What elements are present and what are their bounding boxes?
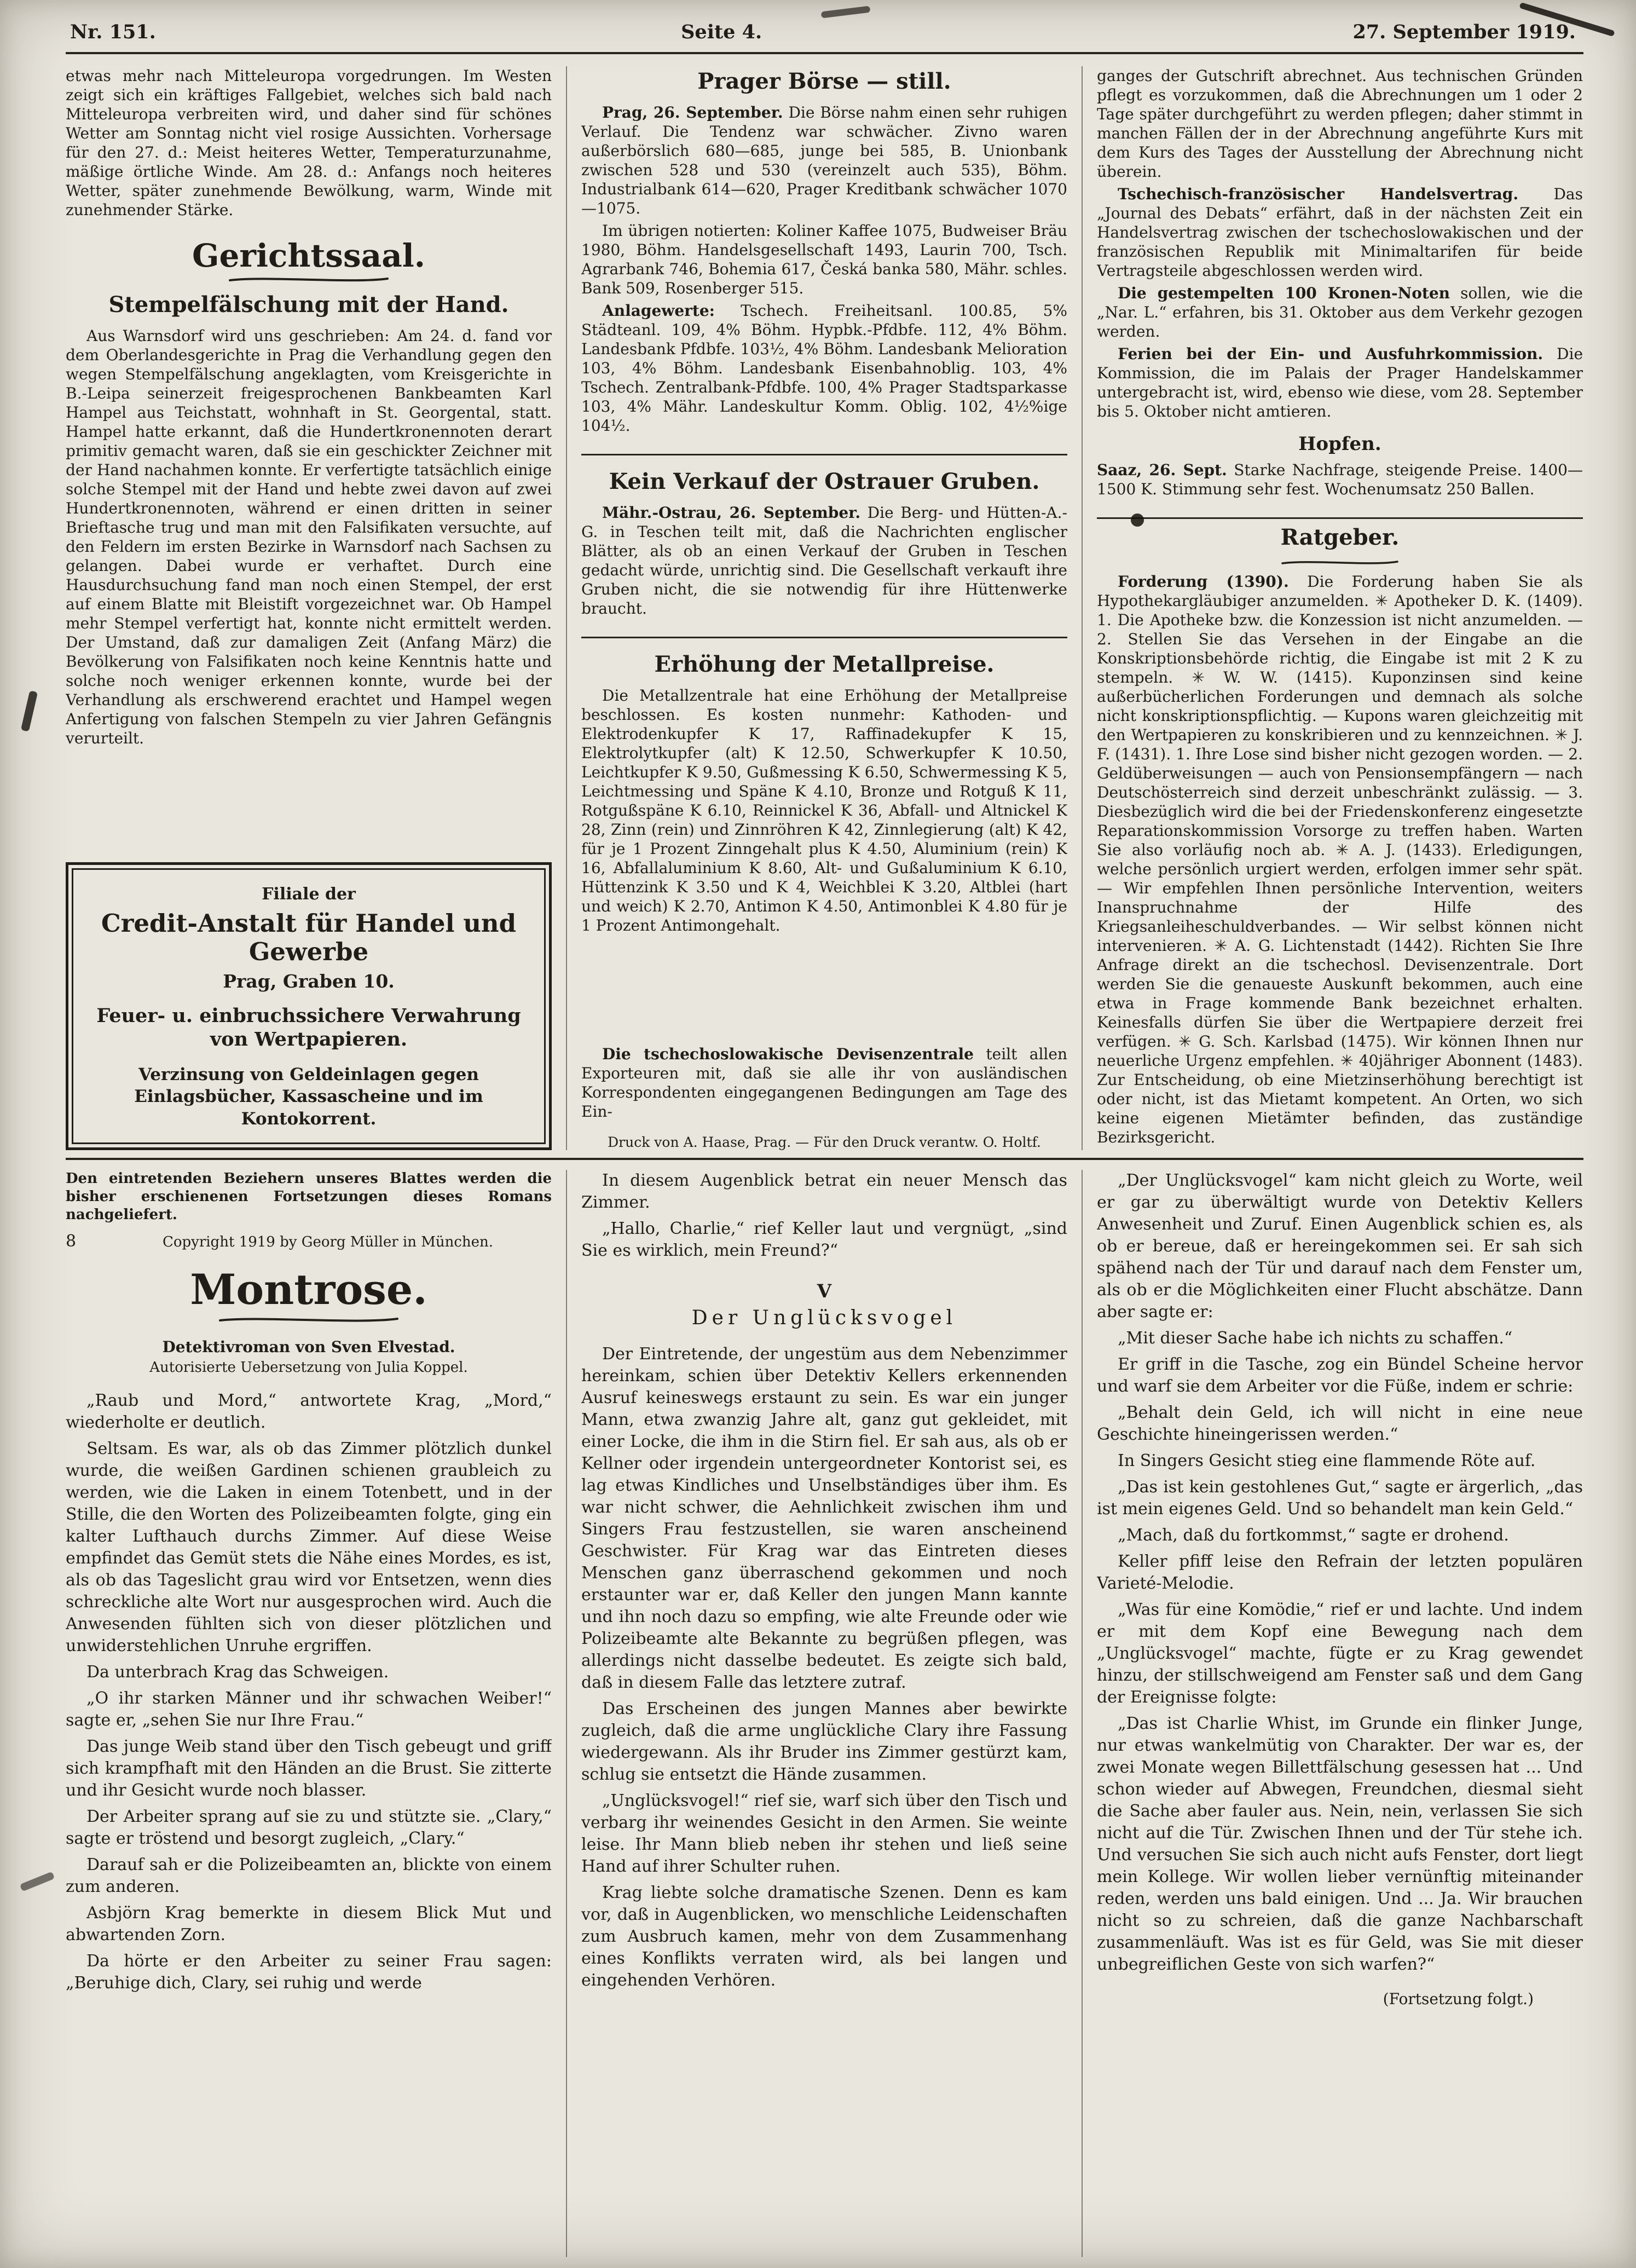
masthead xyxy=(66,15,1583,54)
banknotes-note xyxy=(1097,284,1583,341)
novel-paragraph: Da hörte er den Arbeiter zu seiner Frau sagen: „Beruhige dich, Clary, sei ruhig und werde xyxy=(66,1952,552,1993)
devisenzentrale-label: Die tschechoslowakische Devisenzentrale xyxy=(602,1045,974,1063)
hopfen-text: Starke Nachfrage, steigende Preise. 1400—1500 K. Stimmung sehr fest. Wochenumsatz 250 Ballen. xyxy=(1097,461,1583,498)
dateline: Saaz, 26. Sept. xyxy=(1097,461,1227,479)
novel-column-1 xyxy=(66,1170,552,2257)
novel-paragraph: „Hallo, Charlie,“ rief Keller laut und vergnügt, „sind Sie es wirklich, mein Freund?“ xyxy=(581,1219,1067,1260)
novel-paragraph: Asbjörn Krag bemerkte in diesem Blick Mut und abwartenden Zorn. xyxy=(66,1903,552,1944)
novel-text-column-3 xyxy=(1097,1170,1583,1980)
note-lead: Die gestempelten 100 Kronen-Noten xyxy=(1118,284,1450,302)
novel-column-3 xyxy=(1097,1170,1583,2257)
novel-paragraph: „Das ist Charlie Whist, im Grunde ein flinker Junge, nur etwas wankelmütig von Charakter. Der war es, der zwei Monate wegen Billettfälschung gesessen hat ... Und schon wieder auf Abwegen, Freundchen, diesmal sieht die Sache aber fauler aus. Nein, nein, verlassen Sie sich nicht auf die Tür. Zwischen Ihnen und der Tür stehe ich. Und versuchen Sie sich auch nicht aufs Fenster, dort liegt mein Kollege. Wir wollen lieber vernünftig miteinander reden, werden uns bald einigen. Und ... Ja. Wir brauchen nicht so zu schreien, daß die ganze Nachbarschaft zusammenläuft. Was ist es für Geld, was Sie mit dieser unbegreiflichen Geste von sich warfen?“ xyxy=(1097,1714,1583,1974)
devisen-text: teilt allen Exporteuren mit, daß sie alle ihr von ausländischen Korrespondenten eingegangenen Bedingungen am Tage des Ein- xyxy=(581,1045,1067,1121)
ratgeber-text: Die Forderung haben Sie als Hypothekargläubiger anzumelden. ✳ Apotheker D. K. (1409). 1. Die Apotheke bzw. die Konzession ist nicht anzumelden. — 2. Stellen Sie das Versehen in der Eingabe an die Konskriptionsbehörde richtig, die Eingabe ist mit 2 K zu stempeln. ✳ W. W. (1415). Kuponzinsen sind keine außerbücherlichen Forderungen und demnach als solche nicht konskriptionspflichtig. — Kupons waren gleichzeitig mit den Wertpapieren zu konskribieren und zu kennzeichnen. ✳ J. F. (1431). 1. Ihre Lose sind bisher nicht gezogen worden. — 2. Geldüberweisungen — auch von Pensionsempfängern — nach Deutschösterreich sind derzeit unbeschränkt zulässig. — 3. Diesbezüglich wird die bei der Friedenskonferenz eingesetzte Reparationskommission Vorsorge zu treffen haben. Warten Sie also vorläufig noch ab. ✳ A. J. (1433). Erledigungen, welche persönlich urgiert werden, erfolgen immer sehr spät. — Wir empfehlen Ihnen persönliche Intervention, weiters Inanspruchnahme der Hilfe des Kriegsanleiheschuldverbandes. — Wir selbst können nicht intervenieren. ✳ A. G. Lichtenstadt (1442). Richten Sie Ihre Anfrage direkt an die tschechosl. Devisenzentrale. Dort werden Sie die genaueste Auskunft bekommen, auch eine etwa in Frage kommende Bank bezeichnet erhalten. Keinesfalls dürfen Sie über die Wertpapiere derzeit frei verfügen. ✳ G. Sch. Karlsbad (1475). Wir können Ihnen nur neuerliche Urgenz empfehlen. ✳ 40jähriger Abonnent (1483). Zur Entscheidung, ob eine Mietzinserhöhung berechtigt ist oder nicht, ist das Mietamt kompetent. An Orten, wo sich keine eigenen Mietämter befinden, das zuständige Bezirksgericht. xyxy=(1097,573,1583,1146)
novel-paragraph: Seltsam. Es war, als ob das Zimmer plötzlich dunkel wurde, die weißen Gardinen schienen graubleich zu werden, wie die Laken in einem Totenbett, und in der Stille, die den Worten des Polizeibeamten folgte, ging ein kalter Lufthauch durchs Zimmer. Auf diese Weise empfindet das Gemüt stets die Nähe eines Mordes, es ist, als ob das Tageslicht grau wird vor Entsetzen, wenn dies schreckliche alte Wort nur ausgesprochen wird. Auch die Anwesenden fühlten sich von dieser plötzlichen und unwiderstehlichen Unruhe ergriffen. xyxy=(66,1439,552,1655)
column-divider xyxy=(1082,66,1083,1150)
gruben-body xyxy=(581,503,1067,618)
gruben-title: Kein Verkauf der Ostrauer Gruben. xyxy=(609,469,1040,494)
novel-paragraph: Darauf sah er die Polizeibeamten an, blickte von einem zum anderen. xyxy=(66,1855,552,1896)
court-report-article xyxy=(66,223,552,751)
boerse-paragraph: Im übrigen notierten: Koliner Kaffee 1075, Budweiser Bräu 1980, Böhm. Handelsgesellschaft 1493, Laurin 700, Tsch. Agrarbank 746, Bohemia 617, Česká banka 580, Mähr. schles. Bank 509, Rosenberger 515. xyxy=(581,222,1067,297)
feuilleton-section xyxy=(66,1158,1583,2257)
novel-text-column-2-intro xyxy=(581,1170,1067,1266)
novel-paragraph: „Raub und Mord,“ antwortete Krag, „Mord,“ wiederholte er deutlich. xyxy=(66,1391,552,1432)
flourish-underline xyxy=(66,1315,552,1325)
weather-article: etwas mehr nach Mitteleuropa vorgedrungen. Im Westen zeigt sich ein kräftiges Fallgebiet, welches sich bald nach Mitteleuropa verbreiten wird, und daher sind für schönes Wetter am Sonntag nicht viel rosige Aussichten. Vorhersage für den 27. d.: Meist heiteres Wetter, Temperaturzunahme, mäßige örtliche Winde. Am 28. d.: Anfangs noch heiteres Wetter, später zunehmende Bewölkung, warm, Winde mit zunehmender Stärke. xyxy=(66,67,552,219)
novel-paragraph: „Mit dieser Sache habe ich nichts zu schaffen.“ xyxy=(1118,1329,1513,1348)
ad-service-line: Feuer- u. einbruchssichere Verwahrung von Wertpapieren. xyxy=(96,1004,521,1051)
boerse-text: Die Börse nahm einen sehr ruhigen Verlauf. Die Tendenz war schwächer. Zivno waren außerbörslich 680—685, junge bei 585, B. Unionbank zwischen 528 und 530 (vereinzelt auch 535), Böhm. Industrialbank 614—620, Prager Kreditbank schwächer 1070—1075. xyxy=(581,103,1067,217)
ad-service-line-2: Verzinsung von Geldeinlagen gegen Einlagsbücher, Kassascheine und im Kontokorrent. xyxy=(134,1065,483,1129)
commission-holiday-note xyxy=(1097,344,1583,421)
ratgeber-lead: Forderung (1390). xyxy=(1118,573,1289,591)
installment-number: 8 xyxy=(66,1232,77,1251)
novel-paragraph: Krag liebte solche dramatische Szenen. Denn es kam vor, daß in Augenblicken, wo menschliche Leidenschaften zum Ausbruch kamen, mehr von dem Zusammenhang eines Konflikts verraten wird, als bei langen und eingehenden Verhören. xyxy=(581,1883,1067,1990)
top-section xyxy=(66,66,1583,1150)
column-divider xyxy=(566,66,567,1150)
currency-office-note xyxy=(581,1044,1067,1121)
novel-paragraph: In diesem Augenblick betrat ein neuer Mensch das Zimmer. xyxy=(581,1171,1067,1212)
novel-paragraph: „O ihr starken Männer und ihr schwachen Weiber!“ sagte er, „sehen Sie nur Ihre Frau.“ xyxy=(66,1689,552,1730)
copyright-line: Copyright 1919 by Georg Müller in München. xyxy=(162,1234,494,1250)
flourish-underline xyxy=(1097,559,1583,567)
novel-column-2 xyxy=(581,1170,1067,2257)
column-2 xyxy=(581,66,1067,1150)
issue-number: Nr. 151. xyxy=(70,21,156,43)
novel-notice: Den eintretenden Beziehern unseres Blattes werden die bisher erschienenen Fortsetzungen dieses Romans nachgeliefert. xyxy=(66,1170,552,1223)
continuation-notice: (Fortsetzung folgt.) xyxy=(1383,1990,1534,2008)
note-text: sollen, wie die „Nar. L.“ erfahren, bis 31. Oktober aus dem Verkehr gezogen werden. xyxy=(1097,284,1583,341)
metal-prices-article xyxy=(581,637,1067,938)
novel-paragraph: Er griff in die Tasche, zog ein Bündel Scheine hervor und warf sie dem Arbeiter vor die Füße, indem er schrie: xyxy=(1097,1355,1583,1396)
column-divider xyxy=(1082,1170,1083,2257)
ad-line-filiale: Filiale der xyxy=(262,885,356,904)
scan-artifact xyxy=(1131,513,1144,527)
novel-paragraph: „Was für eine Komödie,“ rief er und lachte. Und indem er mit dem Kopf eine Bewegung nach dem „Unglücksvogel“ machte, fügte er zu Krag gewendet hinzu, der stillschweigend am Fenster saß und dem Gang der Ereignisse folgte: xyxy=(1097,1600,1583,1707)
novel-paragraph: In Singers Gesicht stieg eine flammende Röte auf. xyxy=(1118,1451,1536,1470)
dateline: Prag, 26. September. xyxy=(602,103,783,122)
trade-agreement-note xyxy=(1097,184,1583,280)
gruben-text: Die Berg- und Hütten-A.-G. in Teschen teilt mit, daß die Nachrichten englischer Blätter, als ob an einen Verkauf der Gruben in Teschen gedacht würde, unrichtig sind. Die Gesellschaft verkauft ihre Gruben nicht, die sie notwendig für ihre Hüttenwerke braucht. xyxy=(581,504,1067,618)
novel-paragraph: „Mach, daß du fortkommst,“ sagte er drohend. xyxy=(1118,1526,1509,1545)
novel-columns xyxy=(66,1170,1583,2257)
advice-column xyxy=(1097,517,1583,1150)
novel-paragraph: „Unglücksvogel!“ rief sie, warf sich über den Tisch und verbarg ihr weinendes Gesicht in den Armen. Sie weinte leise. Ihr Mann blieb neben ihr stehen und ließ seine Hand auf ihrer Schulter ruhen. xyxy=(581,1791,1067,1876)
note-lead: Ferien bei der Ein- und Ausfuhrkommission. xyxy=(1118,345,1543,363)
hopfen-title: Hopfen. xyxy=(1298,433,1381,455)
issue-date: 27. September 1919. xyxy=(1352,21,1576,43)
column-1 xyxy=(66,66,552,1150)
novel-paragraph: „Das ist kein gestohlenes Gut,“ sagte er ärgerlich, „das ist mein eigenes Geld. Und so behandelt man kein Geld.“ xyxy=(1097,1478,1583,1519)
scan-artifact xyxy=(20,1872,55,1892)
stock-exchange-article xyxy=(581,66,1067,438)
metall-body: Die Metallzentrale hat eine Erhöhung der Metallpreise beschlossen. Es kosten nunmehr: Kathoden- und Elektrodenkupfer K 17, Raffinadekupfer K 15, Elektrolytkupfer (alt) K 12.50, Schwerkupfer K 10.50, Leichtkupfer K 9.50, Gußmessing K 6.50, Schwermessing K 5, Leichtmessing und Späne K 4.10, Bronze und Rotguß K 11, Rotgußspäne K 6.10, Reinnickel K 36, Abfall- und Altnickel K 28, Zinn (rein) und Zinnröhren K 42, Zinnlegierung (alt) K 42, für je 1 Prozent Zinngehalt plus K 4.50, Aluminium (rein) K 16, Abfallaluminium K 8.60, Alt- und Gußaluminium K 6.10, Hüttenzink K 3.50 und K 4, Weichblei K 3.20, Altblei (hart und weich) K 2.70, Antimon K 4.50, Antimonblei K 4.80 für je 1 Prozent Antimongehalt. xyxy=(581,686,1067,934)
installment-marker-row xyxy=(66,1232,552,1251)
court-section-title: Gerichtssaal. xyxy=(192,237,425,274)
novel-text-column-2 xyxy=(581,1343,1067,1996)
boerse-title: Prager Börse — still. xyxy=(697,68,951,94)
anlagewerte-label: Anlagewerte: xyxy=(602,302,715,320)
note-lead: Tschechisch-französischer Handelsvertrag. xyxy=(1118,185,1519,203)
metall-title: Erhöhung der Metallpreise. xyxy=(654,651,995,677)
court-article-body: Aus Warnsdorf wird uns geschrieben: Am 24. d. fand vor dem Oberlandesgerichte in Prag die Verhandlung gegen den wegen Stempelfälschung angeklagten, vom Kreisgerichte in B.-Leipa seinerzeit freigesprochenen Bankbeamten Karl Hampel aus Teichstatt, wohnhaft in St. Georgental, statt. Hampel hatte erkannt, daß die Hundertkronennoten derart primitiv gemacht waren, daß sie ein geschickter Zeichner mit der Hand nachahmen konnte. Er verfertigte tatsächlich einige solche Stempel mit der Hand und hebte zwei davon auf zwei Hundertkronennoten, während er einen dritten in seiner Brieftasche trug und man mit den Falsifikaten versuchte, auf den Feldern im ersten Bezirke in Warnsdorf nach Sachsen zu gelangen. Dabei wurde er verhaftet. Durch eine Hausdurchsuchung fand man noch einen Stempel, der erst auf einem Blatte mit Bleistift vorgezeichnet war. Ob Hampel mehr Stempel verfertigt hat, konnte nicht ermittelt werden. Der Umstand, daß zur damaligen Zeit (Anfang März) die Bevölkerung von Falsifikaten noch keine Kenntnis hatte und solche noch weniger erkennen konnte, wurde bei der Verhandlung als erschwerend erachtet und Hampel wegen Anfertigung von falschen Stempeln zu vier Jahren Gefängnis verurteilt. xyxy=(66,327,552,747)
hops-market-note xyxy=(1097,424,1583,502)
novel-title: Montrose. xyxy=(190,1265,427,1314)
novel-paragraph: Das Erscheinen des jungen Mannes aber bewirkte zugleich, daß die arme unglückliche Clary ihre Fassung wiedergewann. Als ihr Bruder ins Zimmer gestürzt kam, schlug sie entsetzt die Hände zusammen. xyxy=(581,1699,1067,1784)
boerse-paragraph xyxy=(581,103,1067,218)
imprint-line: Druck von A. Haase, Prag. — Für den Druck verantw. O. Holtf. xyxy=(608,1134,1041,1150)
novel-paragraph: „Behalt dein Geld, ich will nicht in eine neue Geschichte hineingerissen werden.“ xyxy=(1097,1403,1583,1444)
chapter-title: Der Unglücksvogel xyxy=(691,1307,957,1329)
novel-paragraph: Das junge Weib stand über den Tisch gebeugt und griff sich krampfhaft mit den Händen an die Brust. Sie zitterte und ihr Gesicht wurde noch blasser. xyxy=(66,1737,552,1800)
note-text: Das „Journal des Debats“ erfährt, daß in der nächsten Zeit ein Handelsvertrag zwischen der tschechoslowakischen und der französischen Republik mit Minimaltarifen für beide Vertragsteile abgeschlossen werden wird. xyxy=(1097,185,1583,280)
scan-artifact xyxy=(21,690,38,731)
ad-address: Prag, Graben 10. xyxy=(223,970,395,992)
novel-paragraph: Keller pfiff leise den Refrain der letzten populären Varieté-Melodie. xyxy=(1097,1552,1583,1593)
hopfen-body xyxy=(1097,460,1583,499)
page-number: Seite 4. xyxy=(681,21,762,43)
dateline: Mähr.-Ostrau, 26. September. xyxy=(602,504,861,522)
mines-article xyxy=(581,454,1067,621)
column-3 xyxy=(1097,66,1583,1150)
novel-byline: Detektivroman von Sven Elvestad. xyxy=(162,1338,455,1356)
flourish-underline xyxy=(66,275,552,284)
court-article-title: Stempelfälschung mit der Hand. xyxy=(108,292,509,318)
ratgeber-title: Ratgeber. xyxy=(1280,524,1400,550)
ratgeber-body xyxy=(1097,572,1583,1147)
novel-translator: Autorisierte Uebersetzung von Julia Koppel. xyxy=(149,1359,468,1376)
novel-paragraph: Der Arbeiter sprang auf sie zu und stützte sie. „Clary,“ sagte er tröstend und besorgt zugleich, „Clary.“ xyxy=(66,1807,552,1848)
novel-text-column-1 xyxy=(66,1390,552,1999)
boerse-anlagewerte xyxy=(581,301,1067,435)
novel-paragraph: Da unterbrach Krag das Schweigen. xyxy=(86,1663,389,1682)
ad-bank-name: Credit-Anstalt für Handel und Gewerbe xyxy=(101,909,517,966)
bank-advertisement xyxy=(66,862,552,1150)
anlagewerte-text: Tschech. Freiheitsanl. 100.85, 5% Städteanl. 109, 4% Böhm. Hypbk.-Pfdbfe. 112, 4% Böhm. Landesbank Pfdbfe. 103½, 4% Böhm. Landesbank Melioration 103, 4% Böhm. Landesbank Eisenbahnoblig. 103, 4% Tschech. Zentralbank-Pfdbfe. 100, 4% Prager Stadtsparkasse 103, 4% Mähr. Landeskultur Komm. Oblig. 102, 4½%ige 104½. xyxy=(581,302,1067,435)
novel-paragraph: „Der Unglücksvogel“ kam nicht gleich zu Worte, weil er gar zu überwältigt wurde von Detektiv Kellers Anwesenheit und Zuruf. Einen Augenblick schien es, als ob er bereue, daß er hereingekommen sei. Er sah sich spähend nach der Tür und darauf nach dem Fenster um, als ob er die Möglichkeiten einer Flucht abschätze. Dann aber sagte er: xyxy=(1097,1171,1583,1321)
novel-paragraph: Der Eintretende, der ungestüm aus dem Nebenzimmer hereinkam, schien über Detektiv Kellers erkennenden Ausruf keineswegs erstaunt zu sein. Es war ein junger Mann, etwa zwanzig Jahre alt, ganz gut gekleidet, mit einer Locke, die ihm in die Stirn fiel. Er sah aus, als ob er Kellner oder irgendein untergeordneter Kontorist sei, es lag etwas Kindliches und Unselbständiges über ihm. Es war nicht schwer, die Aehnlichkeit zwischen ihm und Singers Frau festzustellen, sie waren anscheinend Geschwister. Für Krag war das Eintreten dieses Menschen ganz überraschend gekommen und noch erstaunter war er, daß Keller den jungen Mann kannte und ihn noch dazu so empfing, wie alte Freunde oder wie Polizeibeamte alte Bekannte zu begrüßen pflegen, was allerdings nicht dasselbe bedeutet. Es zeigte sich bald, daß in diesem Falle das letztere zutraf. xyxy=(581,1344,1067,1692)
column-divider xyxy=(566,1170,567,2257)
carryover-paragraph: ganges der Gutschrift abrechnet. Aus technischen Gründen pflegt es vorzukommen, daß die Abrechnungen um 1 oder 2 Tage später durchgeführt zu werden pflegen; daher stimmt in manchen Fällen der in der Abrechnung angeführte Kurs mit dem Kurs des Tages der Ausstellung der Abrechnung nicht überein. xyxy=(1097,67,1583,181)
chapter-number: V xyxy=(817,1280,832,1302)
note-text: Die Kommission, die im Palais der Prager Handelskammer untergebracht ist, wird, ebenso wie diese, vom 28. September bis 5. Oktober nicht amtieren. xyxy=(1097,345,1583,420)
